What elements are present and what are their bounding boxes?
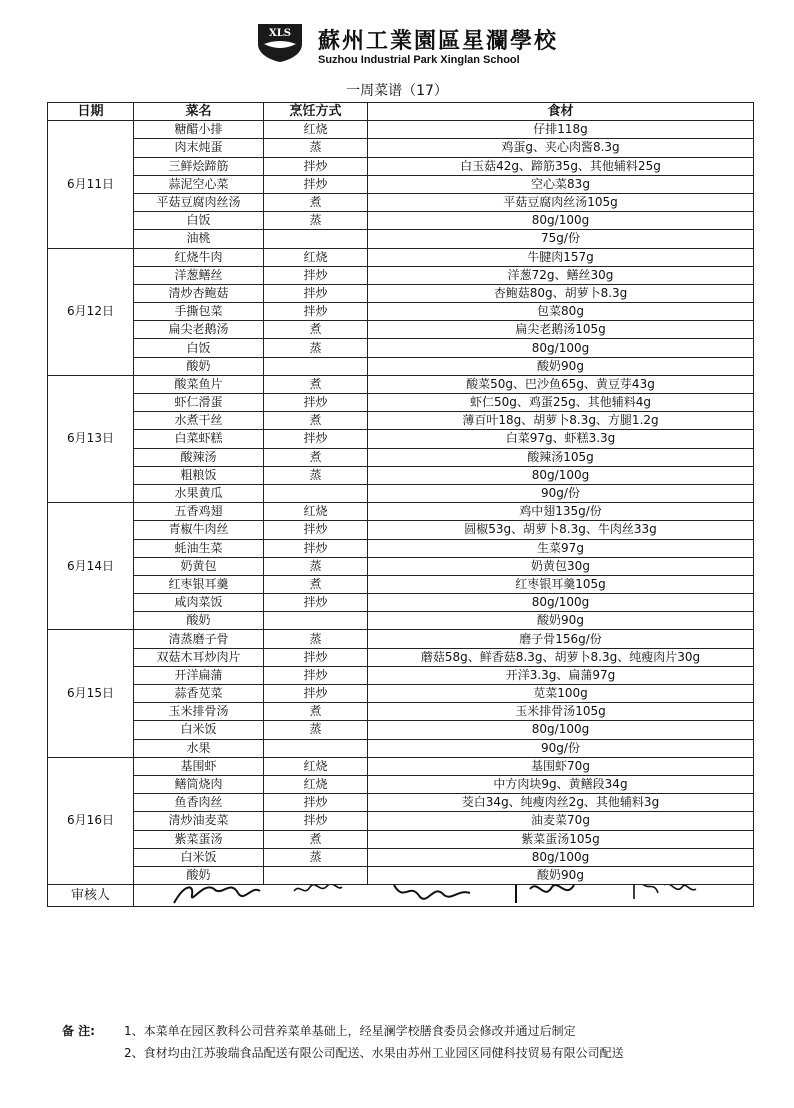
table-row xyxy=(48,612,754,630)
method-cell: 红烧 xyxy=(264,121,368,139)
dish-cell: 清蒸磨子骨 xyxy=(134,630,264,648)
ingredients-cell: 平菇豆腐肉丝汤105g xyxy=(368,193,754,211)
table-row xyxy=(48,648,754,666)
dish-cell: 五香鸡翅 xyxy=(134,503,264,521)
table-row xyxy=(48,666,754,684)
dish-cell: 蒜香苋菜 xyxy=(134,685,264,703)
table-row xyxy=(48,266,754,284)
dish-cell: 奶黄包 xyxy=(134,557,264,575)
table-row xyxy=(48,394,754,412)
table-row xyxy=(48,830,754,848)
page-title: 一周菜谱（17） xyxy=(346,83,448,99)
method-cell: 拌炒 xyxy=(264,594,368,612)
dish-cell: 蒜泥空心菜 xyxy=(134,175,264,193)
table-row xyxy=(48,248,754,266)
dish-cell: 油桃 xyxy=(134,230,264,248)
table-body xyxy=(48,121,754,885)
dish-cell: 鱼香肉丝 xyxy=(134,794,264,812)
method-cell: 拌炒 xyxy=(264,648,368,666)
table-row xyxy=(48,321,754,339)
school-name-cn: 蘇州工業園區星瀾學校 xyxy=(318,28,559,54)
table-row xyxy=(48,539,754,557)
table-row xyxy=(48,339,754,357)
ingredients-cell: 红枣银耳羹105g xyxy=(368,575,754,593)
col-header-dish: 菜名 xyxy=(134,103,264,121)
table-row xyxy=(48,594,754,612)
date-cell: 6月12日 xyxy=(48,248,134,375)
dish-cell: 紫菜蛋汤 xyxy=(134,830,264,848)
method-cell: 拌炒 xyxy=(264,794,368,812)
table-row xyxy=(48,212,754,230)
method-cell xyxy=(264,230,368,248)
table-row xyxy=(48,175,754,193)
ingredients-cell: 紫菜蛋汤105g xyxy=(368,830,754,848)
method-cell xyxy=(264,866,368,884)
method-cell xyxy=(264,739,368,757)
method-cell: 红烧 xyxy=(264,503,368,521)
note-line-2: 2、食材均由江苏骏瑞食品配送有限公司配送、水果由苏州工业园区同健科技贸易有限公司配送 xyxy=(124,1046,624,1060)
ingredients-cell: 酸菜50g、巴沙鱼65g、黄豆芽43g xyxy=(368,375,754,393)
ingredients-cell: 仔排118g xyxy=(368,121,754,139)
date-cell: 6月13日 xyxy=(48,375,134,502)
table-row xyxy=(48,157,754,175)
notes-section xyxy=(62,1020,624,1064)
table-row xyxy=(48,630,754,648)
note-line-1: 1、本菜单在园区教科公司营养菜单基础上，经星澜学校膳食委员会修改并通过后制定 xyxy=(124,1024,576,1038)
weekly-menu-table xyxy=(47,102,754,907)
method-cell: 煮 xyxy=(264,375,368,393)
notes-label: 备 注: xyxy=(62,1024,95,1038)
table-row xyxy=(48,284,754,302)
table-row xyxy=(48,466,754,484)
ingredients-cell: 开洋3.3g、扁蒲97g xyxy=(368,666,754,684)
ingredients-cell: 蘑菇58g、鲜香菇8.3g、胡萝卜8.3g、纯瘦肉片30g xyxy=(368,648,754,666)
table-row xyxy=(48,484,754,502)
dish-cell: 红烧牛肉 xyxy=(134,248,264,266)
ingredients-cell: 75g/份 xyxy=(368,230,754,248)
method-cell: 蒸 xyxy=(264,721,368,739)
dish-cell: 红枣银耳羹 xyxy=(134,575,264,593)
school-logo-icon xyxy=(254,22,306,62)
method-cell xyxy=(264,612,368,630)
school-name-en: Suzhou Industrial Park Xinglan School xyxy=(318,54,520,66)
dish-cell: 酸奶 xyxy=(134,866,264,884)
dish-cell: 糖醋小排 xyxy=(134,121,264,139)
method-cell: 煮 xyxy=(264,448,368,466)
ingredients-cell: 80g/100g xyxy=(368,848,754,866)
table-row xyxy=(48,357,754,375)
method-cell: 拌炒 xyxy=(264,284,368,302)
method-cell: 拌炒 xyxy=(264,666,368,684)
dish-cell: 白菜虾糕 xyxy=(134,430,264,448)
method-cell: 拌炒 xyxy=(264,303,368,321)
method-cell: 蒸 xyxy=(264,139,368,157)
table-row xyxy=(48,375,754,393)
ingredients-cell: 奶黄包30g xyxy=(368,557,754,575)
table-row xyxy=(48,303,754,321)
table-row xyxy=(48,775,754,793)
ingredients-cell: 酸辣汤105g xyxy=(368,448,754,466)
ingredients-cell: 扁尖老鹅汤105g xyxy=(368,321,754,339)
page-header xyxy=(0,10,794,70)
dish-cell: 白饭 xyxy=(134,212,264,230)
dish-cell: 平菇豆腐肉丝汤 xyxy=(134,193,264,211)
reviewer-label: 审核人 xyxy=(48,885,134,907)
ingredients-cell: 80g/100g xyxy=(368,212,754,230)
dish-cell: 酸辣汤 xyxy=(134,448,264,466)
dish-cell: 水煮干丝 xyxy=(134,412,264,430)
method-cell: 拌炒 xyxy=(264,685,368,703)
dish-cell: 三鲜烩蹄筋 xyxy=(134,157,264,175)
ingredients-cell: 90g/份 xyxy=(368,484,754,502)
table-row xyxy=(48,794,754,812)
method-cell: 蒸 xyxy=(264,630,368,648)
dish-cell: 基围虾 xyxy=(134,757,264,775)
dish-cell: 白饭 xyxy=(134,339,264,357)
table-row xyxy=(48,193,754,211)
method-cell: 煮 xyxy=(264,193,368,211)
ingredients-cell: 洋葱72g、鳝丝30g xyxy=(368,266,754,284)
method-cell: 拌炒 xyxy=(264,394,368,412)
ingredients-cell: 鸡中翅135g/份 xyxy=(368,503,754,521)
method-cell: 蒸 xyxy=(264,557,368,575)
method-cell: 煮 xyxy=(264,830,368,848)
ingredients-cell: 80g/100g xyxy=(368,594,754,612)
ingredients-cell: 生菜97g xyxy=(368,539,754,557)
ingredients-cell: 酸奶90g xyxy=(368,866,754,884)
col-header-method: 烹饪方式 xyxy=(264,103,368,121)
method-cell: 煮 xyxy=(264,575,368,593)
dish-cell: 咸肉菜饭 xyxy=(134,594,264,612)
dish-cell: 开洋扁蒲 xyxy=(134,666,264,684)
method-cell: 拌炒 xyxy=(264,812,368,830)
table-row xyxy=(48,739,754,757)
method-cell: 拌炒 xyxy=(264,521,368,539)
ingredients-cell: 90g/份 xyxy=(368,739,754,757)
table-row xyxy=(48,721,754,739)
table-row xyxy=(48,448,754,466)
dish-cell: 扁尖老鹅汤 xyxy=(134,321,264,339)
logo-text: XLS xyxy=(268,28,292,39)
date-cell: 6月11日 xyxy=(48,121,134,248)
method-cell xyxy=(264,484,368,502)
dish-cell: 鳝筒烧肉 xyxy=(134,775,264,793)
table-row xyxy=(48,685,754,703)
dish-cell: 粗粮饭 xyxy=(134,466,264,484)
ingredients-cell: 圆椒53g、胡萝卜8.3g、牛肉丝33g xyxy=(368,521,754,539)
dish-cell: 虾仁滑蛋 xyxy=(134,394,264,412)
dish-cell: 手撕包菜 xyxy=(134,303,264,321)
method-cell: 蒸 xyxy=(264,339,368,357)
method-cell: 红烧 xyxy=(264,248,368,266)
ingredients-cell: 白菜97g、虾糕3.3g xyxy=(368,430,754,448)
ingredients-cell: 酸奶90g xyxy=(368,357,754,375)
ingredients-cell: 油麦菜70g xyxy=(368,812,754,830)
date-cell: 6月15日 xyxy=(48,630,134,757)
table-row xyxy=(48,412,754,430)
table-row xyxy=(48,703,754,721)
method-cell: 煮 xyxy=(264,412,368,430)
table-row xyxy=(48,521,754,539)
dish-cell: 青椒牛肉丝 xyxy=(134,521,264,539)
ingredients-cell: 包菜80g xyxy=(368,303,754,321)
ingredients-cell: 空心菜83g xyxy=(368,175,754,193)
ingredients-cell: 苋菜100g xyxy=(368,685,754,703)
method-cell: 拌炒 xyxy=(264,430,368,448)
col-header-ingredients: 食材 xyxy=(368,103,754,121)
table-row xyxy=(48,230,754,248)
table-row xyxy=(48,575,754,593)
col-header-date: 日期 xyxy=(48,103,134,121)
signature-area xyxy=(134,885,754,907)
date-cell: 6月14日 xyxy=(48,503,134,630)
ingredients-cell: 基围虾70g xyxy=(368,757,754,775)
ingredients-cell: 磨子骨156g/份 xyxy=(368,630,754,648)
ingredients-cell: 酸奶90g xyxy=(368,612,754,630)
table-row xyxy=(48,430,754,448)
dish-cell: 清炒油麦菜 xyxy=(134,812,264,830)
ingredients-cell: 中方肉块9g、黄鳝段34g xyxy=(368,775,754,793)
dish-cell: 酸奶 xyxy=(134,357,264,375)
method-cell: 蒸 xyxy=(264,212,368,230)
table-row xyxy=(48,812,754,830)
method-cell: 拌炒 xyxy=(264,266,368,284)
method-cell: 蒸 xyxy=(264,848,368,866)
table-row xyxy=(48,848,754,866)
handwritten-signatures xyxy=(134,885,754,907)
ingredients-cell: 薄百叶18g、胡萝卜8.3g、方腿1.2g xyxy=(368,412,754,430)
dish-cell: 双菇木耳炒肉片 xyxy=(134,648,264,666)
table-row xyxy=(48,757,754,775)
method-cell: 煮 xyxy=(264,703,368,721)
dish-cell: 水果 xyxy=(134,739,264,757)
table-header-row xyxy=(48,103,754,121)
dish-cell: 酸奶 xyxy=(134,612,264,630)
ingredients-cell: 鸡蛋g、夹心肉酱8.3g xyxy=(368,139,754,157)
method-cell: 蒸 xyxy=(264,466,368,484)
ingredients-cell: 杏鲍菇80g、胡萝卜8.3g xyxy=(368,284,754,302)
table-row xyxy=(48,557,754,575)
ingredients-cell: 白玉菇42g、蹄筋35g、其他辅料25g xyxy=(368,157,754,175)
dish-cell: 水果黄瓜 xyxy=(134,484,264,502)
method-cell xyxy=(264,357,368,375)
method-cell: 拌炒 xyxy=(264,157,368,175)
reviewer-row xyxy=(48,885,754,907)
dish-cell: 玉米排骨汤 xyxy=(134,703,264,721)
method-cell: 煮 xyxy=(264,321,368,339)
method-cell: 拌炒 xyxy=(264,175,368,193)
date-cell: 6月16日 xyxy=(48,757,134,884)
table-row xyxy=(48,139,754,157)
ingredients-cell: 80g/100g xyxy=(368,721,754,739)
ingredients-cell: 玉米排骨汤105g xyxy=(368,703,754,721)
dish-cell: 肉末炖蛋 xyxy=(134,139,264,157)
table-row xyxy=(48,503,754,521)
method-cell: 拌炒 xyxy=(264,539,368,557)
ingredients-cell: 80g/100g xyxy=(368,339,754,357)
method-cell: 红烧 xyxy=(264,775,368,793)
table-row xyxy=(48,866,754,884)
dish-cell: 白米饭 xyxy=(134,721,264,739)
dish-cell: 清炒杏鲍菇 xyxy=(134,284,264,302)
ingredients-cell: 虾仁50g、鸡蛋25g、其他辅料4g xyxy=(368,394,754,412)
ingredients-cell: 80g/100g xyxy=(368,466,754,484)
ingredients-cell: 牛腱肉157g xyxy=(368,248,754,266)
method-cell: 红烧 xyxy=(264,757,368,775)
dish-cell: 白米饭 xyxy=(134,848,264,866)
dish-cell: 洋葱鳝丝 xyxy=(134,266,264,284)
ingredients-cell: 茭白34g、纯瘦肉丝2g、其他辅料3g xyxy=(368,794,754,812)
table-row xyxy=(48,121,754,139)
dish-cell: 酸菜鱼片 xyxy=(134,375,264,393)
dish-cell: 蚝油生菜 xyxy=(134,539,264,557)
